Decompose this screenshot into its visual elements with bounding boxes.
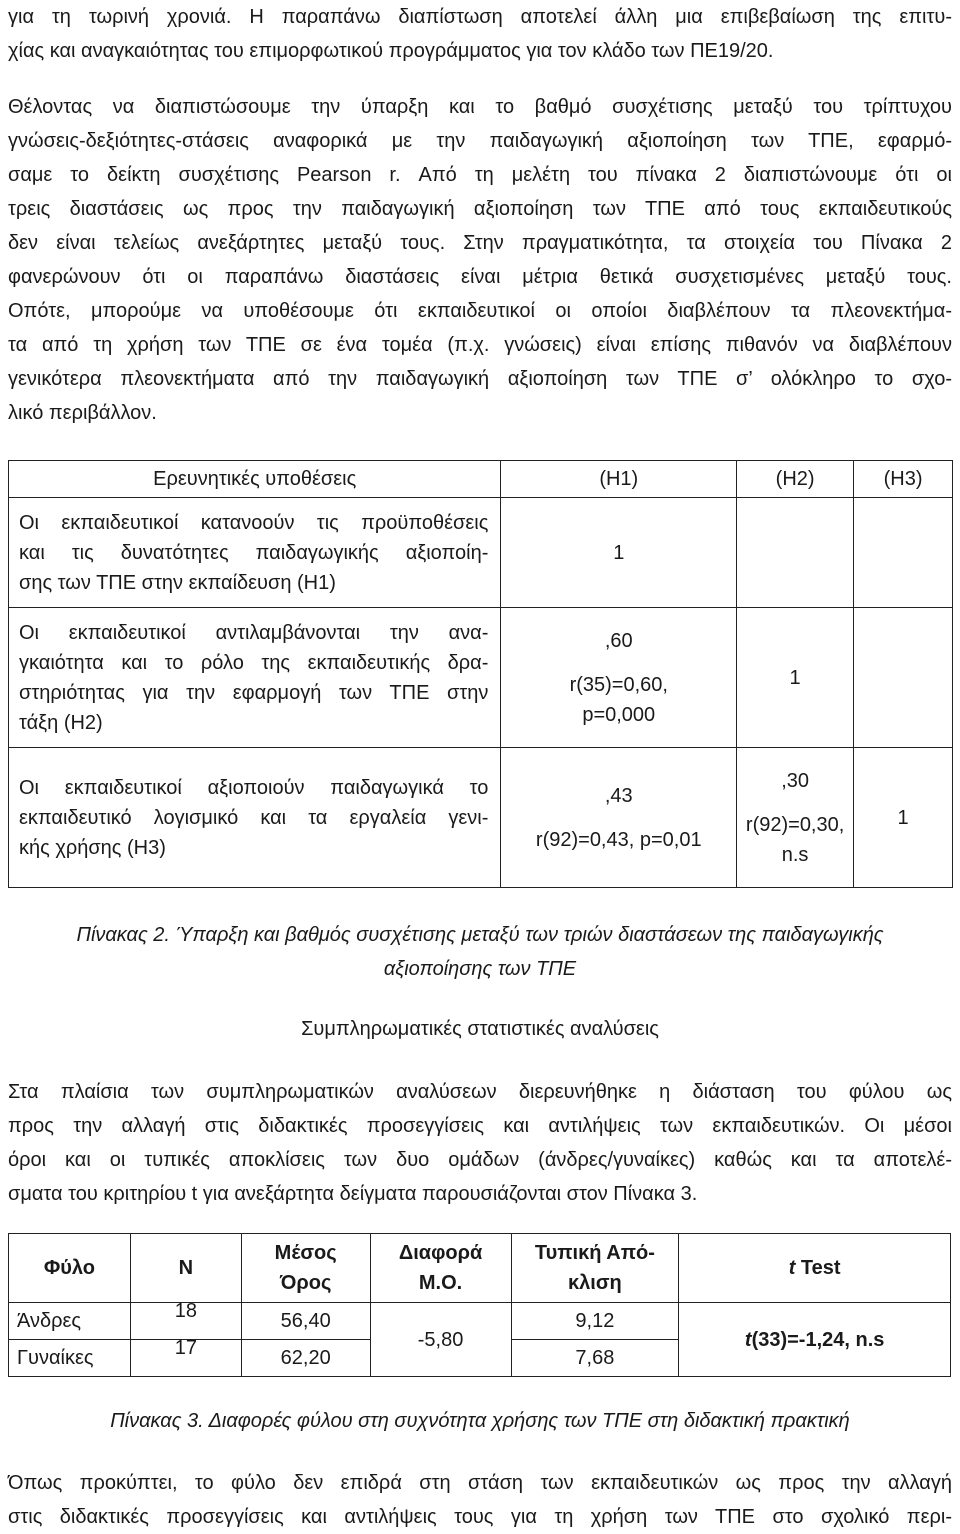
- coefficient: ,30: [781, 769, 809, 792]
- paragraph-pearson-correlation: [8, 90, 952, 430]
- cell-mean: 62,20: [241, 1340, 370, 1377]
- header-h2: (Η2): [737, 461, 854, 498]
- text-line: χίας και αναγκαιότητας του επιμορφωτικού προγράμματος για τον κλάδο των ΠΕ19/20.: [8, 40, 774, 62]
- table-row-h2: [9, 608, 953, 748]
- text-line: γκαιότητα και το ρόλο της εκπαιδευτικής δρα-: [19, 651, 489, 674]
- text-line: Θέλοντας να διαπιστώσουμε την ύπαρξη και το βαθμό συσχέτισης μεταξύ του τρίπτυχου: [8, 96, 952, 118]
- hypothesis-description: [9, 498, 501, 608]
- r-statistic: r(92)=0,30,: [745, 813, 845, 836]
- header-h1: (Η1): [501, 461, 737, 498]
- cell-h2: [737, 498, 854, 608]
- r-statistic: r(92)=0,43, p=0,01: [535, 828, 702, 851]
- cell-h3: [854, 608, 953, 748]
- cell-n: 17: [130, 1340, 241, 1377]
- text-line: για τη τωρινή χρονιά. Η παραπάνω διαπίστωση αποτελεί άλλη μια επιβεβαίωση της επιτυ-: [8, 6, 952, 28]
- text-line: τάξη (Η2): [19, 711, 103, 734]
- text-line: κής χρήσης (Η3): [19, 836, 166, 859]
- text-line: και τις δυνατότητες παιδαγωγικής αξιοποίη-: [19, 541, 489, 564]
- text-line: λικό περιβάλλον.: [8, 402, 157, 424]
- text-line: φανερώνουν ότι οι παραπάνω διαστάσεις είναι μέτρια θετικά συσχετισμένες μεταξύ τους.: [8, 266, 952, 288]
- cell-h3: [854, 748, 953, 888]
- header-mean: Μέσος Όρος: [241, 1234, 370, 1303]
- cell-standard-deviation: 7,68: [511, 1340, 679, 1377]
- cell-h3: [854, 498, 953, 608]
- table-row-h3: [9, 748, 953, 888]
- text-line: στηριότητας για την εφαρμογή των ΤΠΕ στην: [19, 681, 489, 704]
- correlation-table: [8, 460, 953, 888]
- text-line: εκπαιδευτικό λογισμικό και τα εργαλεία γενι-: [19, 806, 489, 829]
- text-line: γενικότερα πλεονεκτήματα από την παιδαγωγική αξιοποίηση των ΤΠΕ σ’ ολόκληρο το σχο-: [8, 368, 952, 390]
- text-line: όροι και οι τυπικές αποκλίσεις των δυο ομάδων (άνδρες/γυναίκες) καθώς και τα αποτελέ-: [8, 1149, 952, 1171]
- p-value: p=0,000: [582, 703, 656, 726]
- text-line: σης των ΤΠΕ στην εκπαίδευση (Η1): [19, 571, 336, 594]
- cell-n: 18: [130, 1303, 241, 1340]
- coefficient: ,60: [604, 629, 633, 652]
- text-line: Οι εκπαιδευτικοί αξιοποιούν παιδαγωγικά το: [19, 776, 489, 799]
- coefficient: ,43: [604, 784, 633, 807]
- cell-value: 1: [897, 806, 909, 829]
- gender-ttest-table: [8, 1233, 951, 1377]
- cell-h2: [737, 748, 854, 888]
- header-standard-deviation: Τυπική Από- κλιση: [511, 1234, 679, 1303]
- cell-h2: [737, 608, 854, 748]
- cell-mean-difference: -5,80: [370, 1303, 511, 1377]
- cell-gender: Άνδρες: [9, 1303, 131, 1340]
- header-mean-difference: Διαφορά Μ.Ο.: [370, 1234, 511, 1303]
- header-gender: Φύλο: [9, 1234, 131, 1303]
- r-statistic: r(35)=0,60,: [569, 673, 668, 696]
- table-row-h1: [9, 498, 953, 608]
- cell-ttest-result: t(33)=-1,24, n.s: [679, 1303, 951, 1377]
- section-heading: Συμπληρωματικές στατιστικές αναλύσεις: [301, 1018, 659, 1040]
- text-line: προς την αλλαγή στις διδακτικές προσεγγίσεις και αντιλήψεις των εκπαιδευτικών. Οι μέσοι: [8, 1115, 952, 1137]
- header-ttest: t Test: [679, 1234, 951, 1303]
- cell-h1: [501, 608, 737, 748]
- caption-line: Πίνακας 3. Διαφορές φύλου στη συχνότητα χρήσης των ΤΠΕ στη διδακτική πρακτική: [110, 1410, 850, 1432]
- text-line: Οι εκπαιδευτικοί κατανοούν τις προϋποθέσεις: [19, 511, 489, 534]
- cell-mean: 56,40: [241, 1303, 370, 1340]
- paragraph-intro-continuation: [8, 0, 952, 68]
- caption-line: αξιοποίησης των ΤΠΕ: [383, 958, 577, 980]
- cell-h1: [501, 498, 737, 608]
- text-line: δεν είναι τελείως ανεξάρτητες μεταξύ τους. Στην πραγματικότητα, τα στοιχεία του Πίνακα 2: [8, 232, 952, 254]
- text-line: στις διδακτικές προσεγγίσεις και αντιλήψεις τους για τη χρήση των ΤΠΕ στο σχολικό περι-: [8, 1506, 952, 1528]
- text-line: Οπότε, μπορούμε να υποθέσουμε ότι εκπαιδευτικοί οι οποίοι διαβλέπουν τα πλεονεκτήμα-: [8, 300, 952, 322]
- paragraph-conclusion: [8, 1466, 952, 1534]
- table-header-row: [9, 461, 953, 498]
- text-line: Όπως προκύπτει, το φύλο δεν επιδρά στη στάση των εκπαιδευτικών ως προς την αλλαγή: [8, 1472, 952, 1494]
- cell-standard-deviation: 9,12: [511, 1303, 679, 1340]
- table2-caption: [0, 918, 960, 986]
- table-header-row: [9, 1234, 951, 1303]
- header-h3: (Η3): [854, 461, 953, 498]
- cell-value: 1: [613, 541, 625, 564]
- text-line: σαμε το δείκτη συσχέτισης Pearson r. Από τη μελέτη του πίνακα 2 διαπιστώνουμε ότι οι: [8, 164, 952, 186]
- cell-h1: [501, 748, 737, 888]
- cell-value: 1: [789, 666, 801, 689]
- header-hypotheses: Ερευνητικές υποθέσεις: [9, 461, 501, 498]
- header-n: Ν: [130, 1234, 241, 1303]
- table3-caption: [0, 1404, 960, 1438]
- text-line: τα από τη χρήση των ΤΠΕ σε ένα τομέα (π.χ. γνώσεις) είναι επίσης πιθανόν να διαβλέπουν: [8, 334, 952, 356]
- hypothesis-description: [9, 748, 501, 888]
- text-line: τρεις διαστάσεις ως προς την παιδαγωγική αξιοποίηση των ΤΠΕ από τους εκπαιδευτικούς: [8, 198, 952, 220]
- text-line: σματα του κριτηρίου t για ανεξάρτητα δείγματα παρουσιάζονται στον Πίνακα 3.: [8, 1183, 698, 1205]
- text-line: Οι εκπαιδευτικοί αντιλαμβάνονται την ανα-: [19, 621, 489, 644]
- cell-gender: Γυναίκες: [9, 1340, 131, 1377]
- caption-line: Πίνακας 2. Ύπαρξη και βαθμός συσχέτισης μεταξύ των τριών διαστάσεων της παιδαγωγικής: [76, 924, 884, 946]
- paragraph-supplementary: [8, 1075, 952, 1211]
- text-line: γνώσεις-δεξιότητες-στάσεις αναφορικά με την παιδαγωγική αξιοποίηση των ΤΠΕ, εφαρμό-: [8, 130, 952, 152]
- table-row-men: [9, 1303, 951, 1340]
- significance: n.s: [781, 843, 809, 866]
- text-line: Στα πλαίσια των συμπληρωματικών αναλύσεων διερευνήθηκε η διάσταση του φύλου ως: [8, 1081, 952, 1103]
- hypothesis-description: [9, 608, 501, 748]
